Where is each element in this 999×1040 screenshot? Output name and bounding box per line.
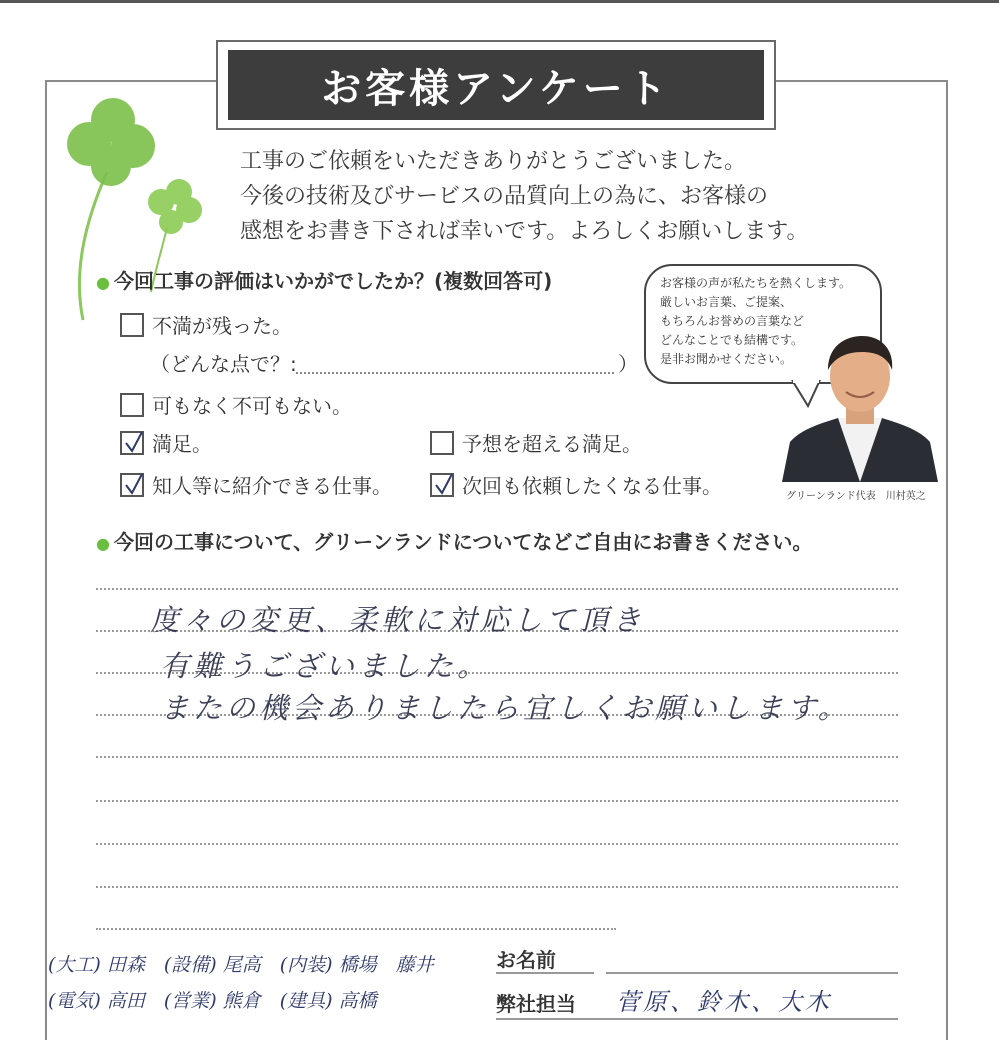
option-satisfied[interactable]: [120, 428, 212, 457]
checkbox[interactable]: [430, 431, 454, 455]
page-title: お客様アンケート: [228, 50, 764, 120]
ruled-line: [96, 588, 898, 590]
intro-line: 感想をお書き下されば幸いです。よろしくお願いします。: [240, 219, 809, 244]
detail-close: ）: [618, 352, 638, 376]
option-label: 可もなく不可もない。: [152, 394, 352, 418]
handwritten-comment-line: 度々の変更、柔軟に対応して頂き: [150, 603, 646, 637]
option-label: 予想を超える満足。: [462, 432, 642, 456]
staff-underline: [496, 1018, 898, 1020]
bubble-line: お客様の声が私たちを熱くします。: [660, 276, 852, 290]
option-label: 不満が残った。: [152, 314, 292, 338]
checkbox-checked[interactable]: [120, 473, 144, 497]
staff-handwritten: 菅原、鈴木、大木: [616, 988, 832, 1016]
checkbox-checked[interactable]: [120, 431, 144, 455]
intro-line: 今後の技術及びサービスの品質向上の為に、お客様の: [240, 184, 769, 209]
bubble-line: 是非お聞かせください。: [660, 352, 793, 366]
option-dissatisfied[interactable]: [120, 310, 292, 339]
name-underline: [496, 972, 594, 974]
bubble-line: もちろんお誉めの言葉など: [660, 314, 805, 328]
option-label: 知人等に紹介できる仕事。: [152, 474, 392, 498]
option-label: 次回も依頼したくなる仕事。: [462, 474, 722, 498]
detail-input-line[interactable]: [296, 372, 614, 374]
option-request-again[interactable]: [430, 470, 722, 499]
checkmark-icon: [123, 431, 145, 455]
question2-title: ● 今回の工事について、グリーンランドについてなどご自由にお書きください。: [96, 530, 813, 554]
staff-note-line: (大工) 田森 (設備) 尾高 (内装) 橋場 藤井: [48, 954, 434, 976]
ruled-line: [96, 800, 898, 802]
checkbox[interactable]: [120, 313, 144, 337]
checkmark-icon: [123, 473, 145, 497]
ruled-line: [96, 928, 616, 930]
question1-title: ● 今回工事の評価はいかがでしたか？(複数回答可): [96, 269, 553, 293]
ruled-line: [96, 886, 898, 888]
option-recommend[interactable]: [120, 470, 392, 499]
intro-text: [240, 144, 808, 249]
top-edge: [0, 0, 999, 3]
option-neutral[interactable]: [120, 390, 352, 419]
detail-label: （どんな点で？:: [150, 352, 297, 376]
ruled-line: [96, 843, 898, 845]
bullet-icon: ●: [96, 534, 110, 553]
handwritten-comment-line: またの機会ありましたら宜しくお願いします。: [160, 691, 851, 725]
bullet-icon: ●: [96, 273, 110, 292]
checkmark-icon: [433, 473, 455, 497]
staff-label: 弊社担当: [496, 992, 576, 1016]
option-label: 満足。: [152, 432, 212, 456]
representative-caption: グリーンランド代表 川村英之: [786, 491, 926, 502]
clover-icon: [55, 92, 225, 332]
staff-note-line: (電気) 高田 (営業) 熊倉 (建具) 高橋: [48, 990, 377, 1012]
bubble-line: どんなことでも結構です。: [660, 333, 804, 347]
portrait-photo: [782, 332, 938, 482]
name-label: お名前: [496, 948, 556, 972]
ruled-line: [96, 756, 898, 758]
checkbox[interactable]: [120, 393, 144, 417]
name-input-line[interactable]: [606, 972, 898, 974]
bubble-line: 厳しいお言葉、ご提案、: [660, 295, 793, 309]
option-beyond-expectations[interactable]: [430, 428, 642, 457]
handwritten-comment-line: 有難うございました。: [160, 649, 491, 683]
checkbox-checked[interactable]: [430, 473, 454, 497]
intro-line: 工事のご依頼をいただきありがとうございました。: [240, 149, 747, 174]
